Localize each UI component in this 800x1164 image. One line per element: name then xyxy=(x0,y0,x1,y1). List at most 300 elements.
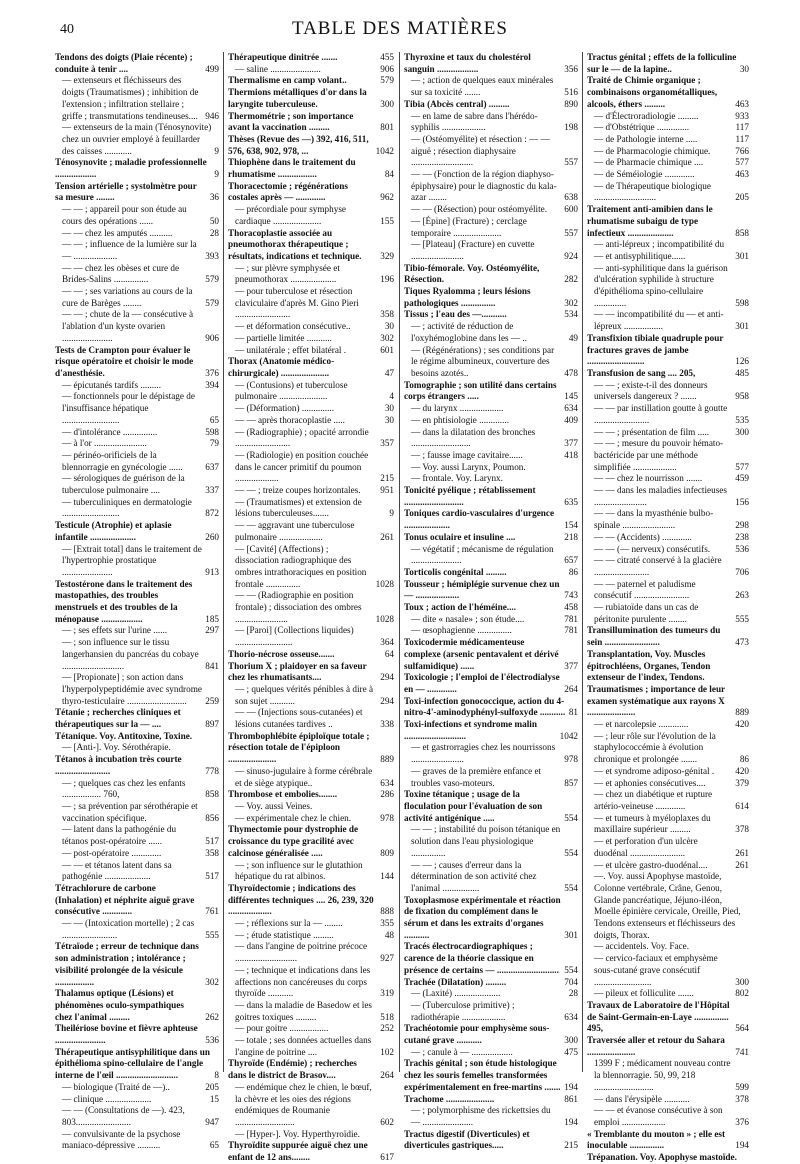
entry-page-ref: 302 xyxy=(564,297,578,308)
entry-text: Transfusion de sang .... 205, xyxy=(587,367,696,378)
entry-text: — dans l'érysipèle ........... xyxy=(594,1093,690,1104)
entry-page-ref: 261 xyxy=(735,847,749,858)
entry-page-ref: 377 xyxy=(564,438,578,449)
index-entry-heading xyxy=(228,228,394,263)
entry-page-ref: 577 xyxy=(735,157,749,168)
entry-page-ref: 262 xyxy=(205,1011,219,1022)
index-entry-heading xyxy=(404,672,578,695)
entry-text: — latent dans la pathogénie du tétanos post-opératoire ...... xyxy=(62,824,177,847)
index-entry-heading xyxy=(404,52,578,75)
index-entry-heading xyxy=(404,1129,578,1152)
entry-page-ref: 9 xyxy=(389,508,394,519)
index-subentry xyxy=(587,1058,749,1093)
entry-page-ref: 557 xyxy=(564,157,578,168)
index-subentry xyxy=(404,462,578,474)
index-subentry xyxy=(587,157,749,169)
index-entry-heading xyxy=(404,508,578,531)
entry-text: — — citraté conservé à la glacière ........................ xyxy=(594,555,722,577)
entry-page-ref: 889 xyxy=(380,754,394,765)
entry-page-ref: 766 xyxy=(735,145,749,156)
index-subentry xyxy=(55,742,219,754)
entry-text: Tousseur ; hémiplégie survenue chez un — ................... xyxy=(404,578,560,601)
index-subentry xyxy=(55,1105,219,1128)
entry-text: Thrombose et embolies........ xyxy=(228,789,338,800)
entry-text: — ; action de quelques eaux minérales sur sa toxicité ....... xyxy=(411,75,554,98)
index-subentry xyxy=(55,1082,219,1094)
entry-text: Tétanie ; recherches cliniques et thérapeutiques sur la — .... xyxy=(55,707,181,730)
entry-text: — et gastrorragies chez les nourrissons ....................... xyxy=(411,742,556,765)
entry-text: — ; sur plèvre symphysée et pneumothorax .................... xyxy=(235,262,340,285)
entry-page-ref: 117 xyxy=(735,122,749,133)
entry-text: Traité de Chimie organique ; combinaisons organométalliques, alcools, éthers ......... xyxy=(587,75,718,109)
entry-page-ref: 30 xyxy=(384,321,394,332)
index-entry-heading xyxy=(55,941,219,988)
entry-text: — totale ; ses données actuelles dans l'angine de poitrine .... xyxy=(235,1035,372,1057)
entry-page-ref: 300 xyxy=(735,426,749,437)
entry-page-ref: 329 xyxy=(380,250,394,261)
index-subentry xyxy=(55,801,219,824)
entry-page-ref: 598 xyxy=(735,297,749,308)
index-entry-heading xyxy=(228,52,394,64)
index-subentry xyxy=(228,1000,394,1023)
entry-text: — post-opératoire ............. xyxy=(62,847,162,858)
entry-text: — (Tuberculose primitive) ; radiothérapie ................... xyxy=(411,999,515,1022)
index-subentry xyxy=(587,544,749,556)
entry-page-ref: 906 xyxy=(205,332,219,343)
index-subentry xyxy=(587,813,749,836)
entry-text: — de Séméiologie ............. xyxy=(594,169,695,180)
index-subentry xyxy=(55,75,219,122)
entry-text: — — chez les amputés .......... xyxy=(62,227,173,238)
entry-text: — — ; influence de la lumière sur la — ................... xyxy=(62,239,197,261)
entry-page-ref: 252 xyxy=(380,1023,394,1034)
index-subentry xyxy=(404,216,578,239)
entry-text: — en lame de sabre dans l'hérédo-syphilis ................... xyxy=(411,110,538,133)
entry-page-ref: 1028 xyxy=(375,578,394,589)
index-entry-heading xyxy=(404,286,578,309)
entry-page-ref: 282 xyxy=(564,274,578,285)
index-subentry xyxy=(228,590,394,625)
index-subentry xyxy=(228,965,394,1000)
index-entry-heading xyxy=(587,649,749,684)
entry-text: — et syndrome adiposo-génital . xyxy=(594,765,715,776)
index-subentry xyxy=(404,415,578,427)
entry-page-ref: 858 xyxy=(205,789,219,800)
entry-text: Tiques Ryalomma ; leurs lésions pathologiques ............... xyxy=(404,286,531,308)
entry-text: — anti-lépreux ; incompatibilité du — et antisyphilitique...... xyxy=(594,239,725,261)
entry-text: — et déformation consécutive.. xyxy=(235,321,351,332)
index-subentry xyxy=(587,380,749,403)
index-subentry xyxy=(55,1094,219,1106)
entry-text: — fonctionnels pour le dépistage de l'insuffisance hépatique ......................... xyxy=(62,391,195,425)
entry-page-ref: 205 xyxy=(205,1081,219,1092)
entry-text: — œsophagienne ............... xyxy=(411,625,512,636)
entry-text: — ; fausse image cavitaire...... xyxy=(411,449,523,460)
entry-text: Transfixion tibiale quadruple pour fractures graves de jambe ......................... xyxy=(587,332,724,367)
entry-text: — ; étude statistique ......... xyxy=(235,929,334,940)
entry-text: — ; son influence sur le tissu langerhansien du pancréas du cobaye ........................... xyxy=(62,637,199,671)
entry-page-ref: 194 xyxy=(564,1116,578,1127)
entry-page-ref: 856 xyxy=(205,812,219,823)
entry-page-ref: 30 xyxy=(739,63,749,74)
index-subentry xyxy=(587,555,749,578)
entry-page-ref: 378 xyxy=(735,1093,749,1104)
index-subentry xyxy=(404,450,578,462)
entry-page-ref: 536 xyxy=(205,1035,219,1046)
index-subentry xyxy=(587,263,749,310)
entry-text: — — par instillation goutte à goutte ........................ xyxy=(594,403,728,425)
index-entry-heading xyxy=(587,52,749,75)
entry-page-ref: 1042 xyxy=(559,730,578,741)
index-entry-heading xyxy=(404,579,578,602)
entry-page-ref: 79 xyxy=(209,438,219,449)
entry-text: Toxine tétanique ; usage de la floculation pour l'évaluation de son activité antigénique ..... xyxy=(404,789,543,823)
entry-text: — dans la maladie de Basedow et les goitres toxiques ......... xyxy=(235,999,373,1022)
index-subentry xyxy=(587,146,749,158)
entry-page-ref: 455 xyxy=(380,52,394,62)
index-entry-heading xyxy=(587,1000,749,1035)
entry-page-ref: 378 xyxy=(735,824,749,835)
index-entry-heading xyxy=(55,181,219,204)
entry-text: Tractus génital ; effets de la folliculine sur le — de la lapine.. xyxy=(587,52,737,74)
entry-text: — ; polymorphisme des rickettsies du — ...................... xyxy=(411,1105,551,1127)
entry-page-ref: 215 xyxy=(380,473,394,484)
entry-text: — du larynx ................... xyxy=(411,403,504,414)
entry-text: — [Extrait total] dans le traitement de l'hypertrophie prostatique ...................... xyxy=(62,543,202,577)
entry-page-ref: 9 xyxy=(214,145,219,156)
entry-text: — pileux et folliculite ....... xyxy=(594,988,694,999)
entry-text: Thorio-nécrose osseuse....... xyxy=(228,648,335,659)
entry-text: — [Épine] (Fracture) ; cerclage temporaire ..................... xyxy=(411,215,527,238)
index-entry-heading xyxy=(404,567,578,579)
entry-text: Theilériose bovine et fièvre aphteuse ...................... xyxy=(55,1023,198,1046)
entry-text: Tracés électrocardiographiques ; carence de la théorie classique en présence de certains — ........................... xyxy=(404,941,559,975)
index-subentry xyxy=(404,1047,578,1059)
entry-text: Toxoplasmose expérimentale et réaction de fixation du complément dans le sérum et dans les extraits d'organes ........... xyxy=(404,894,561,940)
index-subentry xyxy=(587,122,749,134)
index-entry-heading xyxy=(587,1152,749,1164)
index-entry-heading xyxy=(404,532,578,544)
entry-text: — précordiale pour symphyse cardiaque ..................... xyxy=(235,204,346,226)
index-subentry xyxy=(228,403,394,415)
entry-page-ref: 634 xyxy=(564,403,578,414)
index-subentry xyxy=(404,321,578,344)
entry-page-ref: 294 xyxy=(380,672,394,683)
page-number: 40 xyxy=(60,22,74,37)
entry-page-ref: 117 xyxy=(735,133,749,144)
entry-page-ref: 420 xyxy=(735,765,749,776)
entry-text: Tissus ; l'eau des —........... xyxy=(404,309,507,320)
entry-text: — (Traumatismes) et extension de lésions tuberculeuses....... xyxy=(235,496,362,519)
column-divider xyxy=(223,52,224,1072)
entry-page-ref: 264 xyxy=(380,1070,394,1081)
entry-text: Toniques cardio-vasculaires d'urgence .................... xyxy=(404,508,555,531)
entry-text: — de Pharmacie chimique .... xyxy=(594,157,704,168)
entry-page-ref: 602 xyxy=(380,1116,394,1127)
index-entry-heading xyxy=(228,356,394,379)
entry-page-ref: 194 xyxy=(564,1081,578,1092)
index-subentry xyxy=(228,918,394,930)
entry-text: Travaux de Laboratoire de l'Hôpital de Saint-Germain-en-Laye ............... 495, xyxy=(587,999,730,1034)
index-subentry xyxy=(228,1035,394,1058)
entry-page-ref: 319 xyxy=(380,988,394,999)
index-subentry xyxy=(228,1129,394,1141)
entry-text: Torticolis congénital ......... xyxy=(404,566,507,577)
entry-page-ref: 156 xyxy=(735,496,749,507)
entry-text: — — ; ses variations au cours de la cure de Barèges ........ xyxy=(62,286,193,308)
index-entry-heading xyxy=(587,333,749,368)
entry-text: Thorax (Anatomie médico-chirurgicale) ..................... xyxy=(228,356,335,378)
index-entry-heading xyxy=(404,637,578,672)
index-subentry xyxy=(55,204,219,227)
index-subentry xyxy=(228,1082,394,1129)
entry-page-ref: 890 xyxy=(564,98,578,109)
entry-text: — — et tétanos latent dans sa pathogénie .................... xyxy=(62,859,172,882)
entry-page-ref: 601 xyxy=(380,344,394,355)
index-subentry xyxy=(55,824,219,847)
index-entry-heading xyxy=(55,1023,219,1046)
index-entry-heading xyxy=(55,345,219,380)
index-entry-heading xyxy=(228,661,394,684)
index-subentry xyxy=(587,169,749,181)
entry-page-ref: 8 xyxy=(214,1070,219,1081)
index-subentry xyxy=(55,228,219,240)
index-column-3 xyxy=(404,52,578,1151)
index-subentry xyxy=(587,473,749,485)
column-divider xyxy=(399,52,400,1072)
page-header xyxy=(0,16,800,42)
entry-text: Tétrachlorure de carbone (Inhalation) et néphrite aiguë grave consécutive ............. xyxy=(55,882,195,917)
index-subentry xyxy=(55,778,219,801)
index-subentry xyxy=(228,813,394,825)
entry-text: Toxicodermie médicamenteuse complexe (arsenic pentavalent et dérivé sulfamidique) ...... xyxy=(404,637,559,671)
entry-page-ref: 145 xyxy=(564,391,578,402)
index-subentry xyxy=(587,719,749,731)
index-subentry xyxy=(587,778,749,790)
entry-page-ref: 102 xyxy=(380,1046,394,1057)
index-subentry xyxy=(587,1094,749,1106)
entry-text: Thrombophlébite épiploïque totale ; résection totale de l'épiploon ..................... xyxy=(228,730,370,765)
entry-text: — périnéo-orificiels de la blennorragie en gynécologie ...... xyxy=(62,449,183,472)
entry-page-ref: 600 xyxy=(564,204,578,215)
entry-page-ref: 418 xyxy=(564,449,578,460)
index-entry-heading xyxy=(55,520,219,543)
index-subentry xyxy=(587,731,749,766)
entry-page-ref: 781 xyxy=(564,613,578,624)
index-subentry xyxy=(587,181,749,204)
index-entry-heading xyxy=(404,977,578,989)
entry-page-ref: 778 xyxy=(205,765,219,776)
index-subentry xyxy=(404,1105,578,1128)
index-subentry xyxy=(404,427,578,450)
entry-text: — — aggravant une tuberculose pulmonaire ................... xyxy=(235,520,355,542)
entry-text: — ; activité de réduction de l'oxyhémoglobine dans les — .. xyxy=(411,321,527,343)
column-divider xyxy=(582,52,583,1072)
entry-text: — et tumeurs à myéloplaxes du maxillaire supérieur ......... xyxy=(594,812,711,835)
index-entry-heading xyxy=(55,988,219,1023)
entry-page-ref: 516 xyxy=(564,87,578,98)
index-subentry xyxy=(587,602,749,625)
entry-text: — — ; appareil pour son étude au cours des opérations ...... xyxy=(62,204,187,226)
entry-page-ref: 517 xyxy=(205,871,219,882)
entry-page-ref: 215 xyxy=(564,1140,578,1151)
entry-page-ref: 978 xyxy=(564,754,578,765)
entry-text: Thermalisme en camp volant.. xyxy=(228,75,347,86)
entry-page-ref: 50 xyxy=(209,215,219,226)
entry-text: — (Régénérations) ; ses conditions par le régime albumineux, couverture des besoins azotés.. xyxy=(411,344,555,378)
index-subentry xyxy=(404,824,578,859)
index-subentry xyxy=(587,836,749,859)
entry-page-ref: 338 xyxy=(380,719,394,730)
entry-text: — ; sa prévention par sérothérapie et vaccination spécifique. xyxy=(62,801,198,823)
entry-text: — en phtisiologie ............. xyxy=(411,414,509,425)
entry-page-ref: 534 xyxy=(564,309,578,320)
entry-text: — et narcolepsie ............. xyxy=(594,719,689,730)
entry-text: — et aphonies consécutives.... xyxy=(594,777,706,788)
entry-page-ref: 358 xyxy=(205,847,219,858)
entry-page-ref: 634 xyxy=(564,1011,578,1022)
entry-text: — de Thérapeutique biologique ........................... xyxy=(594,180,711,203)
entry-page-ref: 761 xyxy=(205,906,219,917)
entry-text: — (Déformation) .............. xyxy=(235,403,334,414)
entry-page-ref: 30 xyxy=(384,403,394,414)
entry-text: — — (Fonction de la région diaphyso-épiphysaire) pour le diagnostic du kala-azar ........ xyxy=(411,169,557,203)
index-entry-heading xyxy=(404,719,578,742)
entry-page-ref: 302 xyxy=(380,332,394,343)
entry-text: — saline ...................... xyxy=(235,63,321,74)
entry-page-ref: 555 xyxy=(735,613,749,624)
index-subentry xyxy=(404,403,578,415)
entry-page-ref: 458 xyxy=(564,602,578,613)
index-entry-heading xyxy=(228,75,394,87)
entry-page-ref: 261 xyxy=(380,531,394,542)
entry-text: Thyroïdectomie ; indications des différentes techniques .... 26, 239, 320 ................... xyxy=(228,882,374,917)
entry-text: Tibio-fémorale. Voy. Ostéomyélite, Résection. xyxy=(404,262,540,285)
entry-page-ref: 294 xyxy=(380,695,394,706)
entry-text: — ; technique et indications dans les affections non cancéreuses du corps thyroïde ........... xyxy=(235,964,371,999)
index-subentry xyxy=(228,707,394,730)
index-subentry xyxy=(55,427,219,439)
index-entry-heading xyxy=(587,1129,749,1152)
entry-page-ref: 889 xyxy=(735,707,749,718)
entry-text: Trachée (Dilatation) ......... xyxy=(404,976,507,987)
index-subentry xyxy=(228,860,394,883)
entry-text: — endémique chez le chien, le bœuf, la chèvre et les oies des régions endémiques de Roumanie .......................... xyxy=(235,1081,372,1127)
entry-text: Transplantation, Voy. Muscles épitrochléens, Organes, Tendon extenseur de l'index, Tendons. xyxy=(587,648,711,683)
index-subentry xyxy=(404,75,578,98)
entry-page-ref: 463 xyxy=(735,98,749,109)
entry-page-ref: 49 xyxy=(568,332,578,343)
index-entry-heading xyxy=(55,754,219,777)
entry-page-ref: 377 xyxy=(564,660,578,671)
entry-text: Thermions métalliques d'or dans la laryngite tuberculeuse. xyxy=(228,87,367,109)
entry-text: Thèses (Revue des —) 392, 416, 511, 576, 638, 902, 978, ... xyxy=(228,133,369,156)
entry-text: — extenseurs de la main (Ténosynovite) chez un ouvrier employé à feuillarder des caisses ............ xyxy=(62,122,212,156)
entry-text: Tétanique. Voy. Antitoxine, Toxine. xyxy=(55,730,193,741)
entry-page-ref: 518 xyxy=(380,1011,394,1022)
entry-text: Traumatismes ; importance de leur examen systématique aux rayons X ..................... xyxy=(587,683,725,718)
index-subentry xyxy=(228,684,394,707)
index-subentry xyxy=(587,508,749,531)
entry-text: — — ; treize coupes horizontales. xyxy=(235,485,361,496)
index-column-2 xyxy=(228,52,394,1163)
entry-page-ref: 198 xyxy=(564,122,578,133)
index-entry-heading xyxy=(404,99,578,111)
entry-page-ref: 947 xyxy=(205,1116,219,1127)
entry-page-ref: 704 xyxy=(564,976,578,987)
entry-text: — épicutanés tardifs ......... xyxy=(62,379,161,390)
entry-text: — (Ostéomyélite) et résection : — — aiguë ; résection diaphysaire ........................... xyxy=(411,133,550,168)
entry-page-ref: 36 xyxy=(209,192,219,203)
index-subentry xyxy=(228,345,394,357)
index-subentry xyxy=(55,497,219,520)
entry-text: — (Contusions) et tuberculose pulmonaire ..................... xyxy=(235,379,348,402)
index-subentry xyxy=(587,1105,749,1128)
index-subentry xyxy=(587,427,749,439)
entry-page-ref: 861 xyxy=(564,1093,578,1104)
entry-text: — de Pharmacologie chimique. xyxy=(594,145,711,156)
entry-text: — unilatérale ; effet bilatéral . xyxy=(235,344,347,355)
entry-text: 1399 F ; médicament nouveau contre la blennorragie. 50, 99, 218 .......................... xyxy=(594,1058,731,1092)
entry-text: Trachome ..................... xyxy=(404,1093,495,1104)
entry-text: Traversée aller et retour du Sahara ..................... xyxy=(587,1035,725,1057)
entry-text: Toux ; action de l'héméine.... xyxy=(404,602,516,613)
entry-text: Trépanation. Voy. Apophyse mastoïde. xyxy=(587,1152,737,1163)
index-subentry xyxy=(587,438,749,473)
index-subentry xyxy=(55,637,219,672)
index-subentry xyxy=(55,309,219,344)
entry-page-ref: 144 xyxy=(380,871,394,882)
entry-page-ref: 554 xyxy=(564,812,578,823)
entry-page-ref: 376 xyxy=(205,367,219,378)
entry-page-ref: 185 xyxy=(205,613,219,624)
index-subentry xyxy=(228,333,394,345)
entry-text: Toxicologie ; l'emploi de l'électrodialyse en — ............. xyxy=(404,672,560,694)
index-subentry xyxy=(404,1000,578,1023)
entry-page-ref: 263 xyxy=(735,590,749,601)
entry-text: Tension artérielle ; systolmètre pour sa mesure ........ xyxy=(55,180,197,203)
index-subentry xyxy=(228,415,394,427)
entry-text: Thyroïdite suppurée aiguë chez une enfant de 12 ans........ xyxy=(228,1140,368,1163)
entry-text: Tomographie ; son utilité dans certains corps étrangers ..... xyxy=(404,379,557,402)
entry-page-ref: 218 xyxy=(564,531,578,542)
entry-page-ref: 781 xyxy=(564,625,578,636)
entry-page-ref: 637 xyxy=(205,461,219,472)
entry-page-ref: 535 xyxy=(735,414,749,425)
entry-page-ref: 260 xyxy=(205,531,219,542)
entry-text: Thymectomie pour dystrophie de croissance du type gracilité avec calcinose généralisée ..... xyxy=(228,824,359,858)
entry-text: — clinique .................... xyxy=(62,1093,152,1104)
entry-page-ref: 286 xyxy=(380,789,394,800)
index-entry-heading xyxy=(55,579,219,626)
entry-text: Toxi-infection gonococcique, action du 4-nitro-4'-aminodyphényl-sulfoxyde ........... xyxy=(404,695,566,718)
entry-page-ref: 261 xyxy=(735,859,749,870)
entry-text: — ; quelques vérités pénibles à dire à son sujet ........... xyxy=(235,683,374,706)
entry-page-ref: 554 xyxy=(564,882,578,893)
entry-text: — d'Obstétrique .............. xyxy=(594,122,690,133)
index-entry-heading xyxy=(404,1094,578,1106)
entry-page-ref: 475 xyxy=(564,1046,578,1057)
entry-text: — (Laxité) .................... xyxy=(411,988,501,999)
entry-page-ref: 564 xyxy=(735,1023,749,1034)
entry-text: — — ; présentation de film ..... xyxy=(594,426,710,437)
entry-text: — anti-syphilitique dans la guérison d'ulcération syphilide à structure d'épithélioma spino-cellulaire .............. xyxy=(594,262,728,308)
entry-page-ref: 356 xyxy=(564,63,578,74)
index-subentry xyxy=(55,450,219,473)
entry-text: — [Cavité] (Affections) ; dissociation radiographique des ombres intrathoraciques en position frontale ............... xyxy=(235,543,367,589)
entry-page-ref: 809 xyxy=(380,847,394,858)
entry-page-ref: 264 xyxy=(564,683,578,694)
